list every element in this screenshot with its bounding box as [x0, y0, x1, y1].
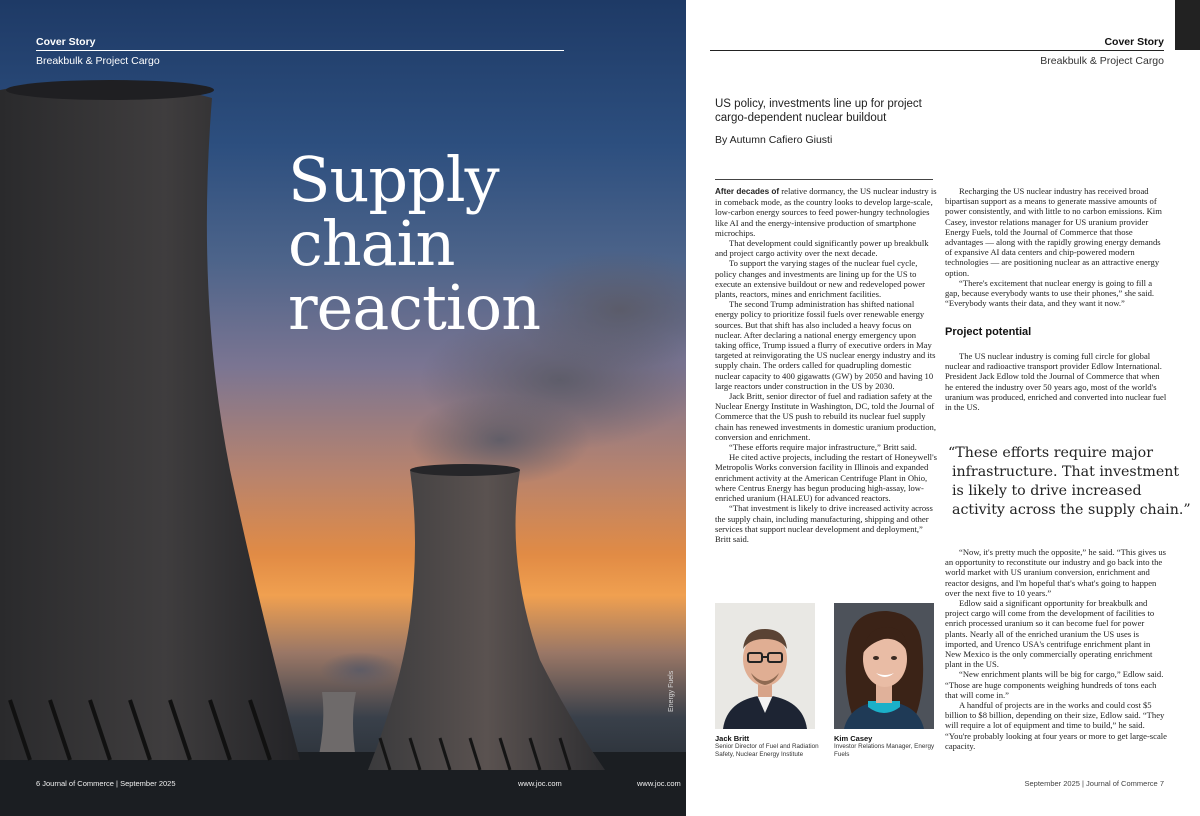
byline: By Autumn Cafiero Giusti — [715, 134, 833, 146]
paragraph: “Now, it's pretty much the opposite,” he said. “This gives us an opportunity to reconstitute our industry and go back into the world market with US uranium conversion, enrichment and reactor designs, and I'm hopeful that's what's going to happen over the next five to 10 years.” — [945, 547, 1166, 598]
caption-name-2: Kim Casey — [834, 734, 873, 743]
paragraph: Recharging the US nuclear industry has received broad bipartisan support as a means to generate massive amounts of power consistently, and with little to no carbon emissions. Kim Casey, investor relations manager for US uranium provider Energy Fuels, told the Journal of Commerce that those advantages — along with the rapidly growing energy demands of expansive AI data centers and chip-powered modern technologies — are positioning nuclear as an attractive energy option. — [945, 186, 1162, 278]
headline-line-3: reaction — [288, 271, 541, 344]
lead-in: After decades of — [715, 187, 780, 196]
paragraph: “There's excitement that nuclear energy is going to fill a gap, because everybody wants to use their phones,” she said. “Everybody wants their data, and they want it now.” — [945, 277, 1155, 309]
paragraph: Jack Britt, senior director of fuel and radiation safety at the Nuclear Energy Institute in Washington, DC, told the Journal of Commerce that the US push to rebuild its nuclear fuel supply chain has renewed investments in domestic uranium production, conversion and enrichment. — [715, 391, 936, 442]
headline-line-1: Supply — [288, 143, 499, 216]
page-edge-tab — [1175, 0, 1200, 50]
article-column-2-top — [945, 186, 1167, 308]
column-rule — [715, 179, 933, 180]
subhead: Project potential — [945, 326, 1032, 338]
paragraph: He cited active projects, including the restart of Honeywell's Metropolis Works conversion facility in Illinois and expanded enrichment activity at the American Centrifuge Plant in Ohio, where Centrus Energy has begun producing high-assay, low-enriched uranium (HALEU) for advanced reactors. — [715, 452, 937, 504]
section-label-right: Cover Story — [1104, 36, 1164, 48]
article-column-2-bottom — [945, 547, 1167, 751]
caption-role-2: Investor Relations Manager, Energy Fuels — [834, 743, 935, 758]
paragraph: Edlow said a significant opportunity for breakbulk and project cargo will come from the development of facilities to enrich processed uranium so it can become fuel for power plants. Nearly all of the enriched uranium the US uses is imported, and Urenco USA's centrifuge enrichment plant in New Mexico is the only commercially operating enrichment plant in the US. — [945, 598, 1155, 670]
photo-credit: Energy Fuels — [668, 670, 675, 712]
right-page — [686, 0, 1200, 816]
pull-quote-line: “These efforts require major — [948, 445, 1153, 461]
paragraph-text: relative dormancy, the US nuclear industry is in comeback mode, as the country looks to develop large-scale, low-carbon energy sources to feed power-hungry technologies like AI and the energy-intensive production of smartphone microchips. — [715, 186, 937, 238]
subsection-label-left: Breakbulk & Project Cargo — [36, 55, 160, 67]
section-label-left: Cover Story — [36, 36, 96, 48]
headline-line-2: chain — [288, 207, 455, 280]
paragraph: The second Trump administration has shifted national energy policy to prioritize fossil fuels over renewable energy sources. But that shift has also included a heavy focus on nuclear. After declaring a national energy emergency upon taking office, Trump issued a flurry of executive orders in May targeted at reinvigorating the US nuclear energy industry and its supply chain. The orders called for quadrupling domestic nuclear capacity to 400 gigawatts (GW) by 2050 and having 10 large reactors under construction in the US by 2030. — [715, 299, 936, 391]
paragraph: “These efforts require major infrastructure,” Britt said. — [729, 442, 917, 453]
footer-url-right[interactable]: www.joc.com — [637, 779, 681, 788]
headshot-jack-britt — [715, 603, 815, 729]
header-rule-right — [710, 50, 1164, 51]
paragraph — [715, 186, 937, 238]
footer-page-left: 6 Journal of Commerce | September 2025 — [36, 779, 176, 788]
article-column-2-middle — [945, 351, 1167, 412]
paragraph: A handful of projects are in the works and could cost $5 billion to $8 billion, depending on their size, Edlow said. “They will require a lot of equipment and time to build,” he said. “You're probably looking at four years or more to get large-scale capacity. — [945, 700, 1167, 751]
footer-url-left[interactable]: www.joc.com — [518, 779, 562, 788]
pull-quote-line: activity across the supply chain.” — [952, 502, 1191, 518]
person-portrait-icon — [715, 603, 815, 729]
paragraph: “New enrichment plants will be big for cargo,” Edlow said. “Those are huge components weighing hundreds of tons each that will come in.” — [945, 669, 1164, 700]
headshot-kim-casey — [834, 603, 934, 729]
headline — [288, 143, 541, 344]
paragraph: “That investment is likely to drive increased activity across the supply chain, including manufacturing, shipping and other services that support nuclear development and deployment,” Britt said. — [715, 503, 933, 544]
paragraph: That development could significantly power up breakbulk and project cargo activity over the next decade. — [715, 238, 929, 259]
caption-role-1: Senior Director of Fuel and Radiation Safety, Nuclear Energy Institute — [715, 743, 819, 758]
pull-quote-line: is likely to drive increased — [952, 483, 1142, 499]
pull-quote — [948, 444, 1191, 520]
subsection-label-right: Breakbulk & Project Cargo — [1040, 55, 1164, 67]
article-column-1 — [715, 186, 937, 544]
paragraph: The US nuclear industry is coming full circle for global nuclear and radioactive transport provider Edlow International. President Jack Edlow told the Journal of Commerce that when he entered the industry over 50 years ago, most of the world's uranium was produced, enriched and converted into nuclear fuel in the US. — [945, 351, 1167, 413]
deck: US policy, investments line up for project cargo-dependent nuclear buildout — [715, 98, 922, 124]
person-portrait-icon — [834, 603, 934, 729]
pull-quote-line: infrastructure. That investment — [952, 464, 1180, 480]
paragraph: To support the varying stages of the nuclear fuel cycle, policy changes and investments are lining up for the US to execute an extensive buildout or new and redeveloped power plants, reactors, mines and enrichment facilities. — [715, 258, 925, 300]
header-rule-left — [36, 50, 564, 51]
footer-page-right: September 2025 | Journal of Commerce 7 — [1024, 779, 1164, 788]
caption-name-1: Jack Britt — [715, 734, 750, 743]
